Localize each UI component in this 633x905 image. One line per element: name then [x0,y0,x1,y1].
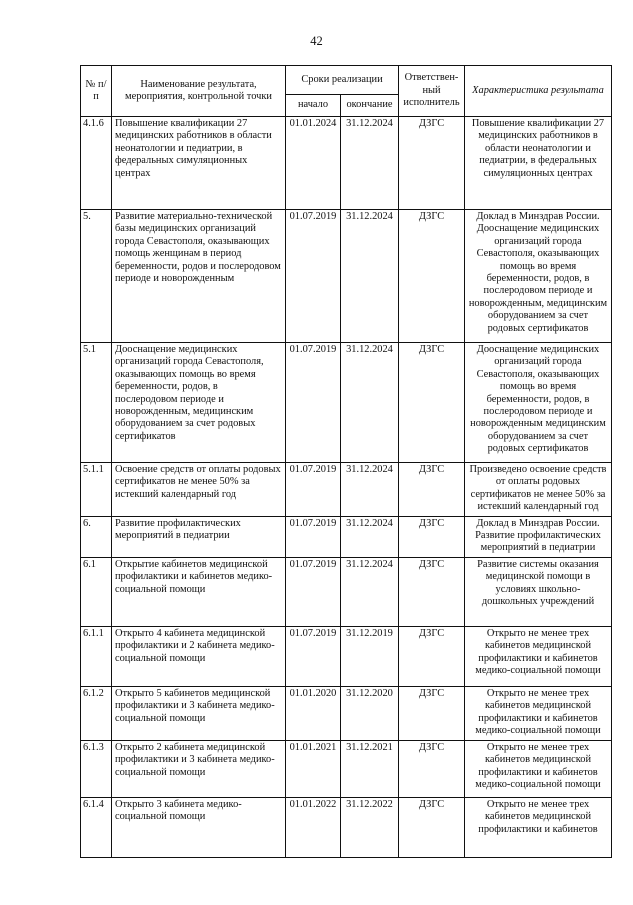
table-row [81,516,612,557]
row-start-date: 01.07.2019 [286,557,341,626]
row-name: Дооснащение медицинских организаций города Севастополя, оказывающих помощь во время беременности, родов, в послеродовом периоде и новорожденным, медицинским оборудованием за счет родовых сертификатов [112,343,286,463]
row-number: 6.1 [81,557,112,626]
row-start-date: 01.07.2019 [286,516,341,557]
row-characteristic: Доклад в Минздрав России. Дооснащение медицинских организаций города Севастополя, оказывающих помощь во время беременности, родов, в послеродовом периоде и новорожденным, медицинским оборудованием за счет родовых сертификатов [465,210,612,343]
row-responsible: ДЗГС [399,557,465,626]
row-characteristic: Повышение квалификации 27 медицинских работников в области неонатологии и педиатрии, в федеральных симуляционных центрах [465,117,612,210]
row-end-date: 31.12.2024 [341,463,399,517]
row-end-date: 31.12.2021 [341,740,399,797]
row-characteristic: Произведено освоение средств от оплаты родовых сертификатов не менее 50% за истекший календарный год [465,463,612,517]
row-end-date: 31.12.2019 [341,626,399,686]
row-characteristic: Открыто не менее трех кабинетов медицинской профилактики и кабинетов [465,797,612,857]
page-number: 42 [310,34,323,48]
row-characteristic: Развитие системы оказания медицинской помощи в условиях школьно-дошкольных учреждений [465,557,612,626]
row-number: 6.1.4 [81,797,112,857]
row-characteristic: Открыто не менее трех кабинетов медицинской профилактики и кабинетов медико-социальной помощи [465,626,612,686]
header-start: начало [286,95,341,117]
table-row [81,463,612,517]
row-name: Открытие кабинетов медицинской профилактики и кабинетов медико-социальной помощи [112,557,286,626]
row-name: Освоение средств от оплаты родовых сертификатов не менее 50% за истекший календарный год [112,463,286,517]
row-name: Развитие профилактических мероприятий в педиатрии [112,516,286,557]
table-row [81,626,612,686]
row-number: 6.1.1 [81,626,112,686]
header-responsible: Ответствен-ный исполнитель [399,66,465,117]
row-start-date: 01.07.2019 [286,343,341,463]
row-start-date: 01.01.2024 [286,117,341,210]
row-end-date: 31.12.2024 [341,516,399,557]
row-name: Развитие материально-технической базы медицинских организаций города Севастополя, оказывающих помощь женщинам в период беременности, родов и послеродовом периоде и новорожденным [112,210,286,343]
header-characteristic: Характеристика результата [465,66,612,117]
row-start-date: 01.07.2019 [286,210,341,343]
table-body [81,117,612,858]
table-row [81,117,612,210]
row-name: Открыто 5 кабинетов медицинской профилактики и 3 кабинета медико-социальной помощи [112,686,286,740]
row-responsible: ДЗГС [399,686,465,740]
header-period: Сроки реализации [286,66,399,95]
row-number: 5.1.1 [81,463,112,517]
row-start-date: 01.01.2022 [286,797,341,857]
row-responsible: ДЗГС [399,516,465,557]
row-number: 5.1 [81,343,112,463]
row-name: Открыто 3 кабинета медико-социальной помощи [112,797,286,857]
row-number: 4.1.6 [81,117,112,210]
row-end-date: 31.12.2024 [341,343,399,463]
row-number: 5. [81,210,112,343]
row-number: 6.1.3 [81,740,112,797]
row-end-date: 31.12.2022 [341,797,399,857]
row-end-date: 31.12.2020 [341,686,399,740]
row-start-date: 01.07.2019 [286,626,341,686]
table-row [81,557,612,626]
row-responsible: ДЗГС [399,740,465,797]
row-characteristic: Открыто не менее трех кабинетов медицинской профилактики и кабинетов медико-социальной помощи [465,740,612,797]
results-table [80,65,612,858]
row-responsible: ДЗГС [399,463,465,517]
table-row [81,740,612,797]
row-end-date: 31.12.2024 [341,210,399,343]
table-row [81,343,612,463]
header-num: № п/п [81,66,112,117]
header-end: окончание [341,95,399,117]
header-name: Наименование результата, мероприятия, контрольной точки [112,66,286,117]
row-start-date: 01.07.2019 [286,463,341,517]
row-number: 6. [81,516,112,557]
row-number: 6.1.2 [81,686,112,740]
row-responsible: ДЗГС [399,210,465,343]
row-responsible: ДЗГС [399,343,465,463]
row-name: Открыто 2 кабинета медицинской профилактики и 3 кабинета медико-социальной помощи [112,740,286,797]
row-end-date: 31.12.2024 [341,117,399,210]
row-start-date: 01.01.2020 [286,686,341,740]
table-row [81,210,612,343]
row-characteristic: Открыто не менее трех кабинетов медицинской профилактики и кабинетов медико-социальной помощи [465,686,612,740]
row-name: Открыто 4 кабинета медицинской профилактики и 2 кабинета медико-социальной помощи [112,626,286,686]
row-start-date: 01.01.2021 [286,740,341,797]
row-characteristic: Дооснащение медицинских организаций города Севастополя, оказывающих помощь во время беременности, родов, в послеродовом периоде и новорожденным медицинским оборудованием за счет родовых сертификатов [465,343,612,463]
row-responsible: ДЗГС [399,797,465,857]
table-row [81,797,612,857]
table-row [81,686,612,740]
row-characteristic: Доклад в Минздрав России. Развитие профилактических мероприятий в педиатрии [465,516,612,557]
row-name: Повышение квалификации 27 медицинских работников в области неонатологии и педиатрии, в федеральных симуляционных центрах [112,117,286,210]
row-responsible: ДЗГС [399,117,465,210]
row-end-date: 31.12.2024 [341,557,399,626]
row-responsible: ДЗГС [399,626,465,686]
